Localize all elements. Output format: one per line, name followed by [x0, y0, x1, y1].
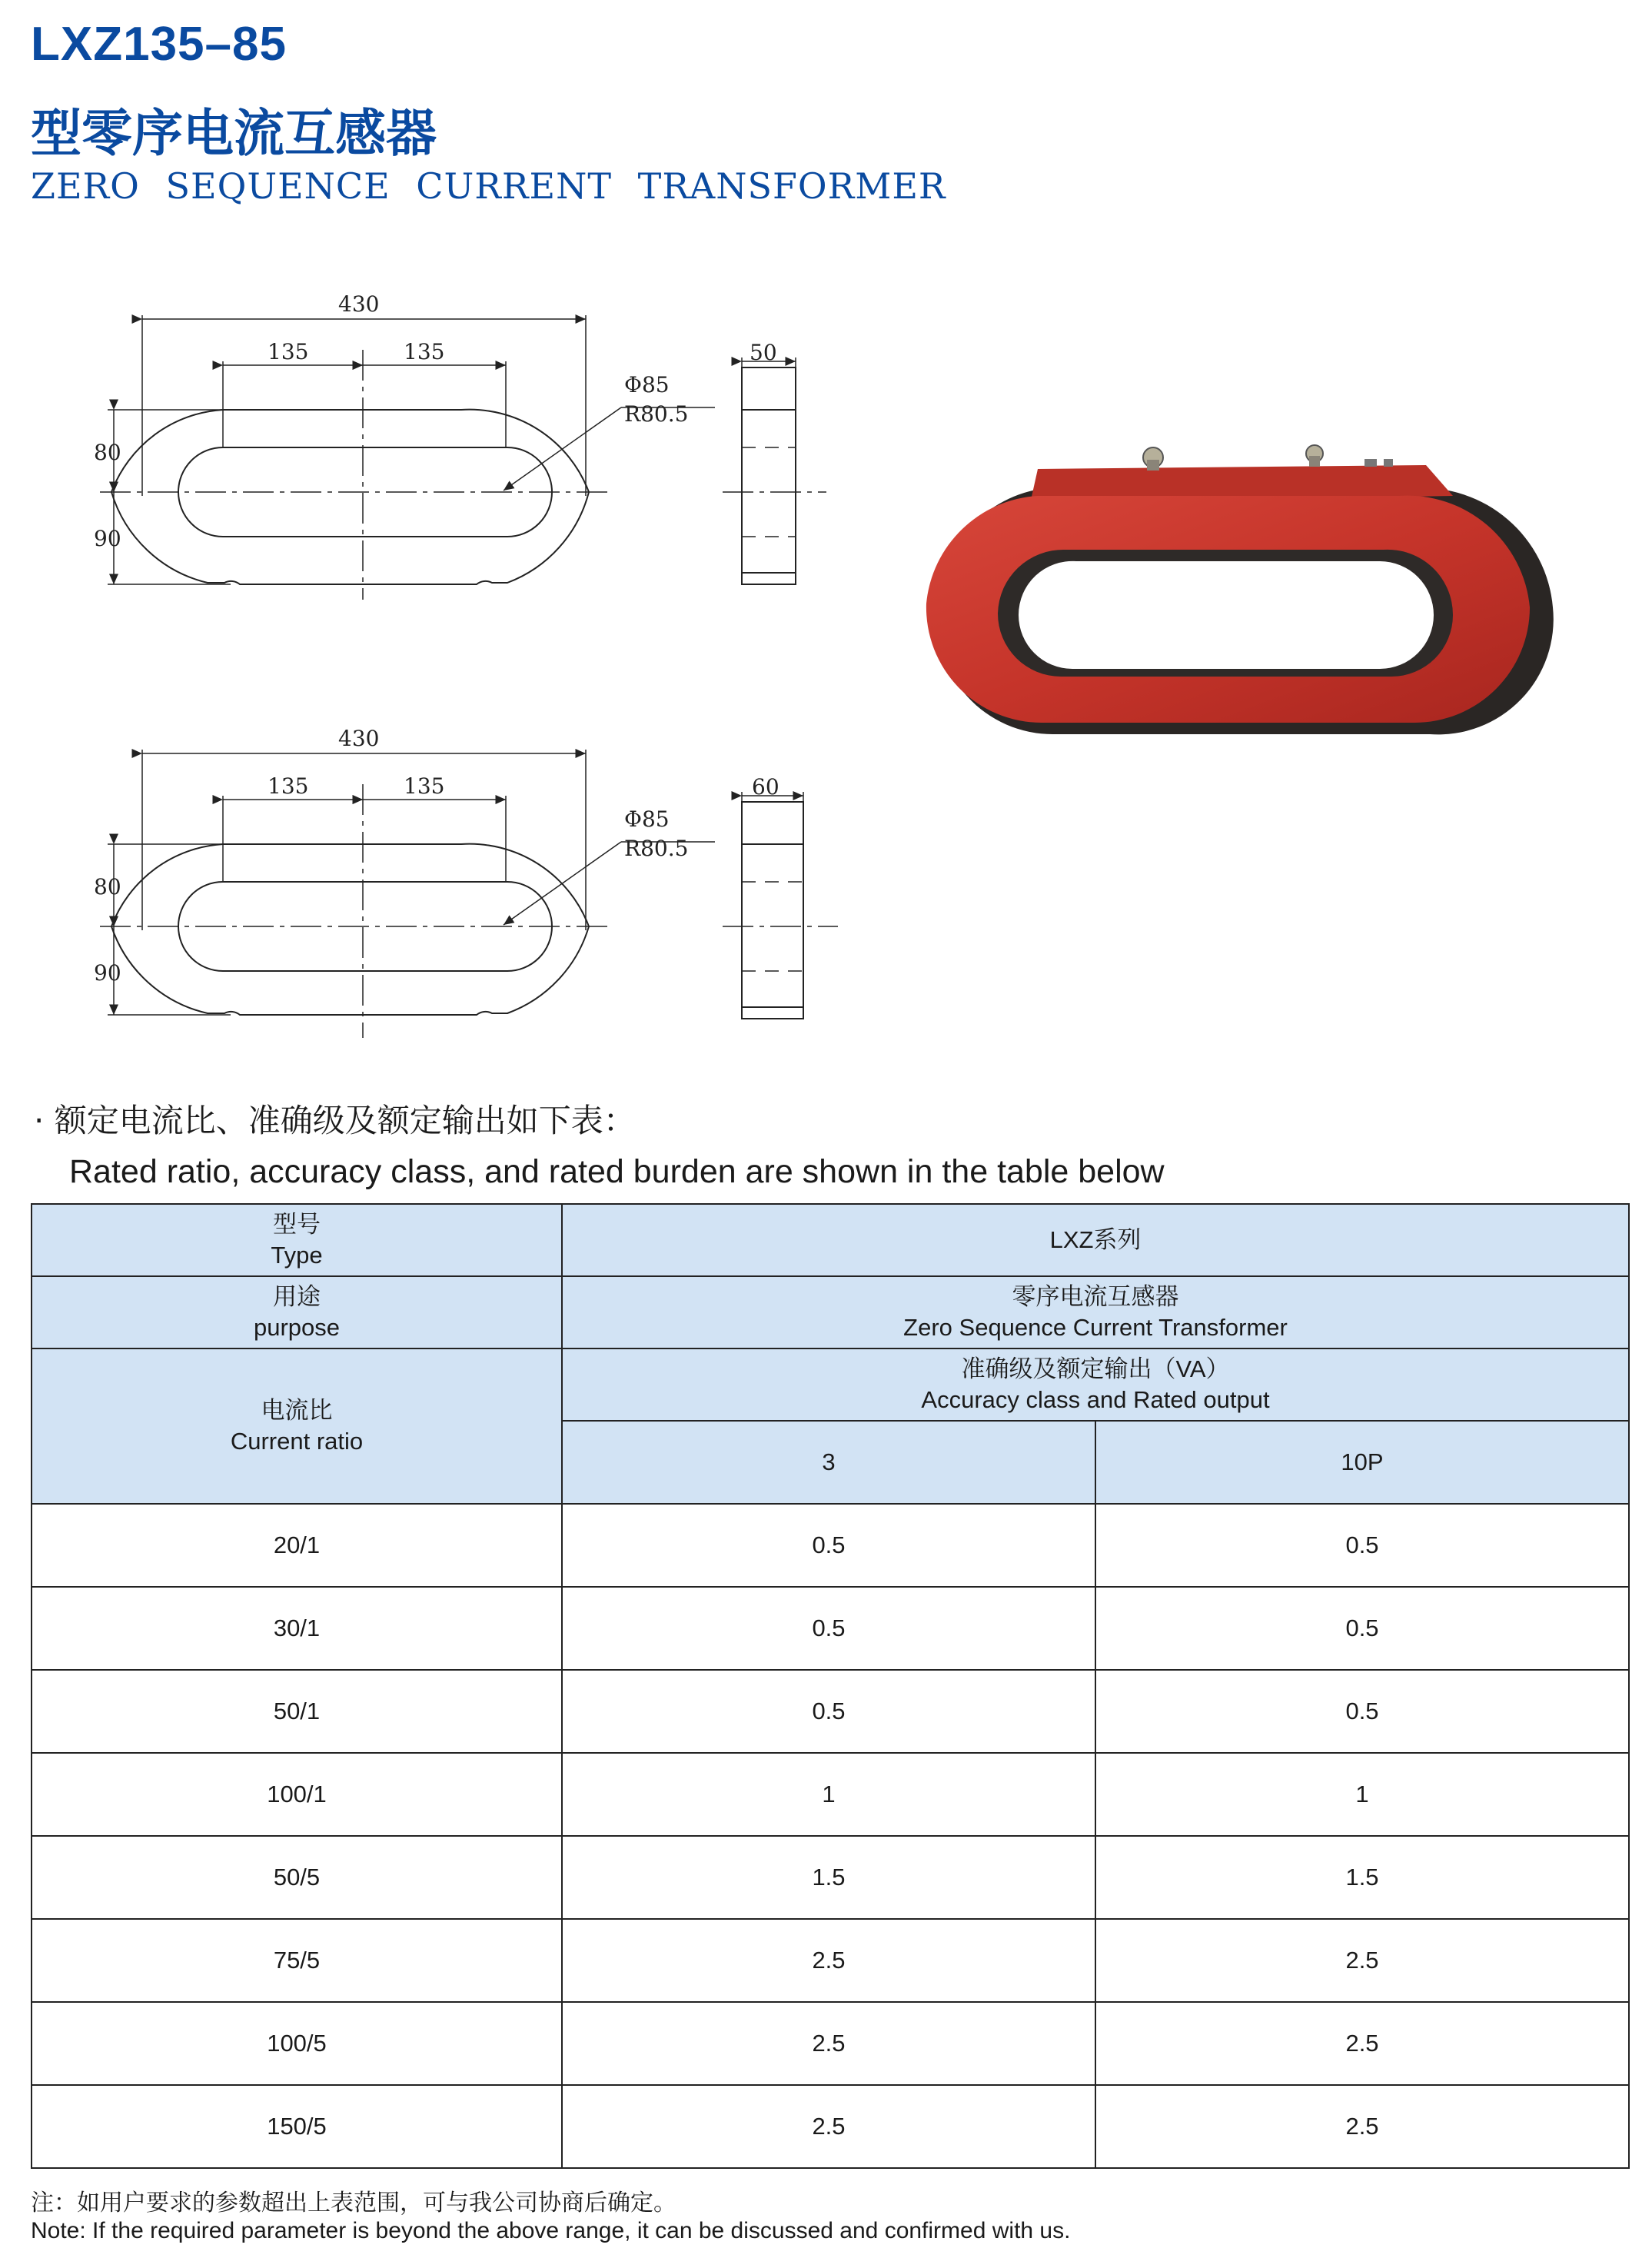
dim-top-half-right: 135 — [404, 339, 445, 364]
table-row — [32, 1587, 1629, 1670]
purpose-value: 零序电流互感器 Zero Sequence Current Transformer — [562, 1276, 1629, 1348]
dim-top-half-left: 135 — [268, 339, 309, 364]
dim-bottom-thickness: 60 — [752, 774, 779, 800]
ratio-cell: 100/1 — [32, 1753, 562, 1836]
ratio-cell: 75/5 — [32, 1919, 562, 2002]
note-english: Note: If the required parameter is beyond the above range, it can be discussed and confirmed with us. — [31, 2218, 1071, 2243]
dim-top-upper: 80 — [94, 440, 121, 465]
drawing-top — [100, 315, 826, 600]
class-3-cell: 1 — [562, 1753, 1095, 1836]
table-row — [32, 1753, 1629, 1836]
class-3-header: 3 — [562, 1421, 1095, 1504]
table-row — [32, 2085, 1629, 2168]
title-english: ZERO SEQUENCE CURRENT TRANSFORMER — [31, 165, 946, 207]
product-photo — [922, 431, 1561, 753]
type-row — [32, 1204, 1629, 1276]
ratio-cell: 50/5 — [32, 1836, 562, 1919]
ratio-cell: 30/1 — [32, 1587, 562, 1670]
dim-top-radius: R80.5 — [624, 401, 689, 427]
ratio-cell: 100/5 — [32, 2002, 562, 2085]
class-10p-cell: 0.5 — [1095, 1504, 1629, 1587]
ratio-cell: 50/1 — [32, 1670, 562, 1753]
output-label: 准确级及额定输出（VA） Accuracy class and Rated output — [562, 1348, 1629, 1421]
spec-table — [31, 1203, 1630, 2169]
class-10p-cell: 2.5 — [1095, 1919, 1629, 2002]
title-chinese: 型零序电流互感器 — [31, 104, 437, 163]
class-3-cell: 0.5 — [562, 1670, 1095, 1753]
class-10p-cell: 2.5 — [1095, 2002, 1629, 2085]
type-value: LXZ系列 — [562, 1204, 1629, 1276]
table-row — [32, 1836, 1629, 1919]
table-row — [32, 1504, 1629, 1587]
ratio-label: 电流比 Current ratio — [32, 1348, 562, 1504]
dim-bottom-half-left: 135 — [268, 773, 309, 799]
dim-bottom-width: 430 — [338, 726, 380, 751]
output-header-row — [32, 1348, 1629, 1421]
purpose-label: 用途 purpose — [32, 1276, 562, 1348]
class-3-cell: 0.5 — [562, 1504, 1095, 1587]
dim-top-diameter: Φ85 — [624, 372, 670, 397]
class-10p-cell: 2.5 — [1095, 2085, 1629, 2168]
dim-bottom-radius: R80.5 — [624, 836, 689, 861]
class-3-cell: 2.5 — [562, 2002, 1095, 2085]
dim-top-width: 430 — [338, 291, 380, 317]
intro-english: Rated ratio, accuracy class, and rated burden are shown in the table below — [69, 1153, 1165, 1190]
ratio-cell: 20/1 — [32, 1504, 562, 1587]
class-10p-cell: 0.5 — [1095, 1670, 1629, 1753]
dim-top-lower: 90 — [94, 526, 121, 551]
purpose-row — [32, 1276, 1629, 1348]
table-row — [32, 1670, 1629, 1753]
dim-bottom-lower: 90 — [94, 960, 121, 986]
class-10p-cell: 1 — [1095, 1753, 1629, 1836]
class-3-cell: 1.5 — [562, 1836, 1095, 1919]
intro-chinese: · 额定电流比、准确级及额定输出如下表： — [34, 1102, 636, 1139]
class-3-cell: 2.5 — [562, 1919, 1095, 2002]
class-10p-cell: 1.5 — [1095, 1836, 1629, 1919]
dim-bottom-diameter: Φ85 — [624, 806, 670, 832]
drawing-bottom — [100, 750, 838, 1038]
note-chinese: 注：如用户要求的参数超出上表范围，可与我公司协商后确定。 — [31, 2190, 676, 2216]
class-10p-header: 10P — [1095, 1421, 1629, 1504]
ratio-cell: 150/5 — [32, 2085, 562, 2168]
dim-top-thickness: 50 — [750, 340, 777, 365]
class-10p-cell: 0.5 — [1095, 1587, 1629, 1670]
model-number: LXZ135–85 — [31, 18, 287, 71]
dim-bottom-upper: 80 — [94, 874, 121, 900]
table-row — [32, 1919, 1629, 2002]
class-3-cell: 2.5 — [562, 2085, 1095, 2168]
table-row — [32, 2002, 1629, 2085]
dim-bottom-half-right: 135 — [404, 773, 445, 799]
type-label: 型号 Type — [32, 1204, 562, 1276]
class-3-cell: 0.5 — [562, 1587, 1095, 1670]
